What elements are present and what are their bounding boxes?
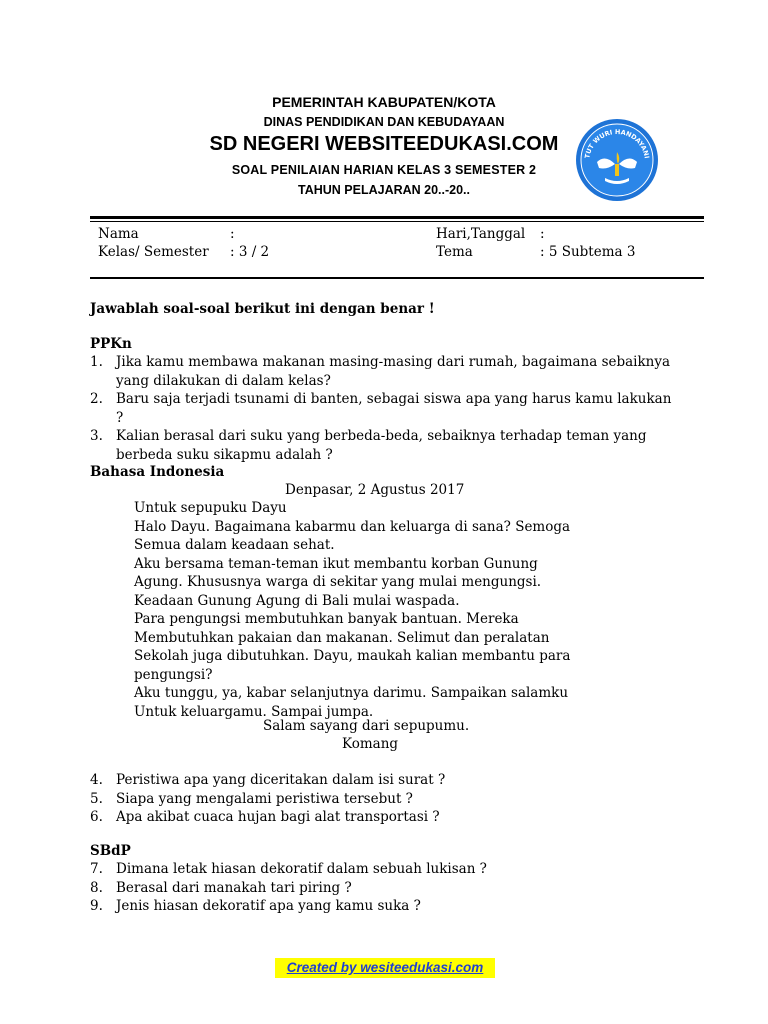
letter-signature: Komang xyxy=(342,736,399,752)
letter-line: Aku tunggu, ya, kabar selanjutnya darimu. Sampaikan salamku xyxy=(134,685,569,701)
school-name: SD NEGERI WEBSITEEDUKASI.COM xyxy=(209,133,559,155)
ppkn-question-list xyxy=(90,353,680,464)
header-department: DINAS PENDIDIKAN DAN KEBUDAYAAN xyxy=(263,115,505,129)
list-item: 8. Berasal dari manakah tari piring ? xyxy=(90,879,352,896)
tut-wuri-handayani-logo xyxy=(575,118,659,202)
bahasa-question-list xyxy=(90,771,680,827)
section-title-bahasa: Bahasa Indonesia xyxy=(90,464,225,480)
list-item: 3. Kalian berasal dari suku yang berbeda-beda, sebaiknya terhadap teman yang berbeda suku sikapmu adalah ? xyxy=(90,428,647,463)
hari-value: : xyxy=(540,226,545,242)
list-item: 2. Baru saja terjadi tsunami di banten, sebagai siswa apa yang harus kamu lakukan ? xyxy=(90,391,672,426)
header-divider-thin xyxy=(90,221,704,222)
hari-label: Hari,Tanggal xyxy=(436,226,526,242)
header-government: PEMERINTAH KABUPATEN/KOTA xyxy=(272,94,496,110)
nama-label: Nama xyxy=(98,226,139,242)
letter-line: pengungsi? xyxy=(134,666,213,683)
list-item: 1. Jika kamu membawa makanan masing-masing dari rumah, bagaimana sebaiknya yang dilakukan di dalam kelas? xyxy=(90,354,671,389)
letter-line: Para pengungsi membutuhkan banyak bantuan. Mereka xyxy=(134,611,519,627)
kelas-label: Kelas/ Semester xyxy=(98,244,209,260)
info-divider xyxy=(90,277,704,279)
letter-line: Membutuhkan pakaian dan makanan. Selimut dan peralatan xyxy=(134,629,550,646)
kelas-value: : 3 / 2 xyxy=(230,244,270,260)
tema-value: : 5 Subtema 3 xyxy=(540,244,636,260)
letter-line: Untuk sepupuku Dayu xyxy=(134,500,287,516)
logo-text: TUT WURI HANDAYANI xyxy=(583,127,651,160)
list-item: 9. Jenis hiasan dekoratif apa yang kamu suka ? xyxy=(90,898,421,914)
letter-line: Agung. Khususnya warga di sekitar yang mulai mengungsi. xyxy=(134,574,542,590)
letter-closing: Salam sayang dari sepupumu. xyxy=(263,718,470,734)
nama-value: : xyxy=(230,226,235,242)
letter-date: Denpasar, 2 Agustus 2017 xyxy=(285,482,465,498)
letter-line: Sekolah juga dibutuhkan. Dayu, maukah kalian membantu para xyxy=(134,648,571,664)
letter-body xyxy=(134,499,574,721)
section-title-ppkn: PPKn xyxy=(90,336,132,352)
list-item: 4. Peristiwa apa yang diceritakan dalam isi surat ? xyxy=(90,772,446,788)
letter-line: Aku bersama teman-teman ikut membantu korban Gunung xyxy=(134,555,538,572)
header-divider xyxy=(90,216,704,219)
tema-label: Tema xyxy=(436,244,473,260)
section-title-sbdp: SBdP xyxy=(90,843,131,859)
exam-title: SOAL PENILAIAN HARIAN KELAS 3 SEMESTER 2 xyxy=(231,163,537,177)
sbdp-question-list xyxy=(90,860,680,916)
list-item: 5. Siapa yang mengalami peristiwa tersebut ? xyxy=(90,790,413,807)
instruction: Jawablah soal-soal berikut ini dengan benar ! xyxy=(90,301,435,317)
list-item: 6. Apa akibat cuaca hujan bagi alat transportasi ? xyxy=(90,809,440,825)
footer-credit-link[interactable]: Created by wesiteedukasi.com xyxy=(275,958,495,978)
list-item: 7. Dimana letak hiasan dekoratif dalam sebuah lukisan ? xyxy=(90,861,487,877)
letter-line: Semua dalam keadaan sehat. xyxy=(134,537,335,553)
letter-line: Untuk keluargamu. Sampai jumpa. xyxy=(134,703,374,720)
academic-year: TAHUN PELAJARAN 20..-20.. xyxy=(297,183,471,197)
letter-line: Halo Dayu. Bagaimana kabarmu dan keluarga di sana? Semoga xyxy=(134,518,571,535)
letter-line: Keadaan Gunung Agung di Bali mulai waspada. xyxy=(134,592,460,609)
